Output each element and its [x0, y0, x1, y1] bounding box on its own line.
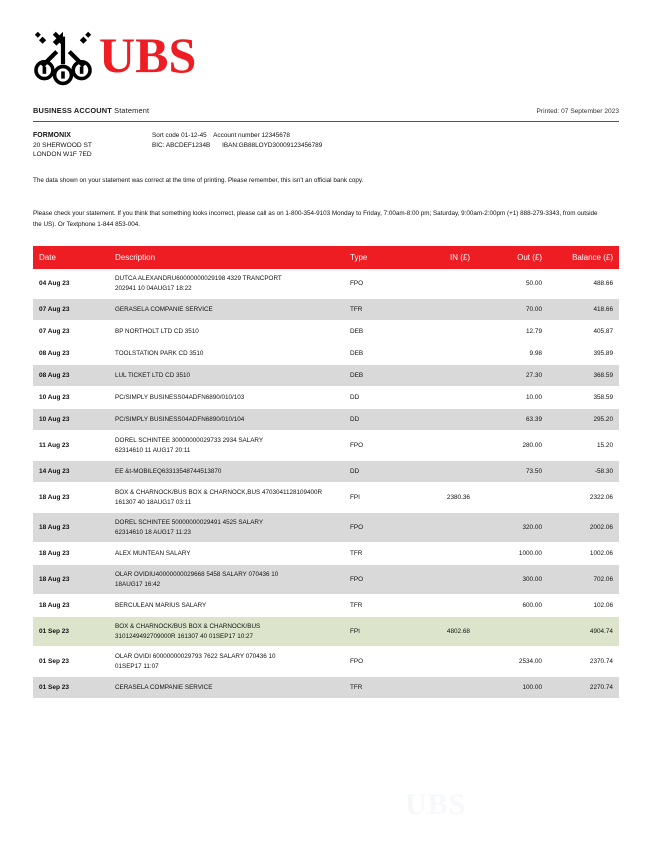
- page-watermark: [405, 788, 620, 836]
- table-row: [33, 321, 619, 343]
- cell-in: [404, 468, 476, 476]
- description-line-1: TOOLSTATION PARK CD 3510: [115, 349, 204, 357]
- iban-label: IBAN:: [222, 141, 239, 149]
- cell-description: [109, 345, 344, 363]
- description-line-1: BP NORTHOLT LTD CD 3510: [115, 327, 199, 335]
- printed-date: Printed: 07 September 2023: [536, 108, 619, 115]
- page-title: [33, 106, 149, 115]
- description-line-2: 3101249492709000R 161307 40 01SEP17 10:27: [115, 632, 253, 640]
- account-identifiers: [152, 131, 492, 150]
- table-row: [33, 543, 619, 565]
- cell-description: [109, 367, 344, 385]
- statement-word: Statement: [111, 106, 150, 115]
- cell-description: [109, 566, 344, 593]
- cell-out: 12.79: [526, 328, 542, 335]
- table-header-row: [33, 246, 619, 269]
- cell-out: 50.00: [526, 280, 542, 287]
- sort-code-value: 01-12-45: [181, 132, 207, 139]
- table-row: [33, 431, 619, 461]
- cell-in: [404, 306, 476, 314]
- statement-title-row: [33, 106, 619, 115]
- cell-in: [404, 550, 476, 558]
- account-number-label: Account number: [213, 132, 260, 139]
- sort-code-line: [152, 131, 492, 141]
- table-row: [33, 387, 619, 409]
- column-header-in: IN (£): [450, 253, 470, 262]
- cell-date: 07 Aug 23: [39, 306, 70, 313]
- cell-description: [109, 411, 344, 429]
- cell-description: [109, 463, 344, 481]
- iban-value: GB88LOYD30009123456789: [238, 141, 323, 149]
- cell-balance: 2270.74: [589, 684, 613, 691]
- cell-date: 18 Aug 23: [39, 602, 70, 609]
- description-line-2: 62314610 18 AUG17 11:23: [115, 528, 191, 536]
- description-line-1: ALEX MUNTEAN SALARY: [115, 549, 191, 557]
- cell-date: 08 Aug 23: [39, 372, 70, 379]
- cell-out: 600.00: [522, 602, 542, 609]
- address-line-2: LONDON W1F 7ED: [33, 151, 92, 159]
- table-row: [33, 483, 619, 513]
- sort-code-label: Sort code: [152, 132, 180, 139]
- cell-description: [109, 484, 344, 511]
- cell-description: [109, 432, 344, 459]
- description-line-1: PC/SIMPLY BUSINESS04ADFN6890/010/104: [115, 415, 245, 423]
- table-body: [33, 269, 619, 699]
- description-line-1: OLAR OVIDI 60000000029793 7622 SALARY 070436 10: [115, 653, 276, 660]
- table-row: [33, 513, 619, 543]
- cell-balance: 405.87: [593, 328, 613, 335]
- contact-notice: Please check your statement. If you think that something looks incorrect, please call as on 1-800-354-9103 Monday to Friday, 7:00am-8:00 pm; Saturday, 9:00am-2:00pm (+1) 888-279-3343, from outside the US). Or Textphone 1-844 853-004.: [33, 210, 598, 228]
- table-row: [33, 565, 619, 595]
- cell-type: FPO: [350, 524, 364, 531]
- cell-type: FPO: [350, 442, 364, 449]
- description-line-1: OLAR OVIDIU40000000029668 5458 SALARY 070436 10: [115, 571, 279, 578]
- description-line-2: 62314610 11 AUG17 20:11: [115, 446, 191, 454]
- cell-in: [404, 328, 476, 336]
- cell-description: [109, 514, 344, 541]
- cell-type: FPI: [350, 628, 360, 635]
- description-line-1: PC/SIMPLY BUSINESS04ADFN6890/010/103: [115, 393, 245, 401]
- cell-in: 2380.36: [446, 494, 470, 501]
- cell-in: [404, 394, 476, 402]
- cell-in: [404, 684, 476, 692]
- cell-type: DEB: [350, 372, 364, 379]
- table-row: [33, 269, 619, 299]
- column-header-description: Description: [115, 253, 156, 262]
- description-line-2: 18AUG17 16:42: [115, 580, 161, 588]
- brand-logo: [33, 26, 196, 88]
- cell-balance: 488.66: [593, 280, 613, 287]
- description-line-1: DUTCA ALEXANDRU60000000029198 4329 TRANCPORT: [115, 275, 282, 282]
- cell-balance: 4904.74: [589, 628, 613, 635]
- cell-date: 18 Aug 23: [39, 494, 70, 501]
- description-line-1: DOREL SCHINTEE 30000000029733 2934 SALARY: [115, 437, 264, 444]
- cell-balance: 418.66: [593, 306, 613, 313]
- cell-out: 27.30: [526, 372, 542, 379]
- cell-out: 1000.00: [518, 550, 542, 557]
- description-line-2: 01SEP17 11:07: [115, 662, 159, 670]
- cell-balance: 295.20: [593, 416, 613, 423]
- cell-type: TFR: [350, 550, 363, 557]
- cell-balance: 2002.06: [589, 524, 613, 531]
- cell-type: DD: [350, 394, 360, 401]
- table-row: [33, 647, 619, 677]
- cell-in: [404, 442, 476, 450]
- cell-out: 73.50: [526, 468, 542, 475]
- cell-description: [109, 618, 344, 645]
- cell-type: TFR: [350, 306, 363, 313]
- table-row: [33, 617, 619, 647]
- description-line-1: DOREL SCHINTEE 50000000029491 4525 SALARY: [115, 519, 264, 526]
- cell-description: [109, 545, 344, 563]
- table-row: [33, 595, 619, 617]
- cell-type: DEB: [350, 350, 364, 357]
- column-header-date: Date: [39, 253, 56, 262]
- cell-balance: 702.06: [593, 576, 613, 583]
- ubs-three-keys-icon: [33, 28, 93, 86]
- cell-in: [404, 416, 476, 424]
- cell-out: 300.00: [522, 576, 542, 583]
- cell-date: 08 Aug 23: [39, 350, 70, 357]
- cell-balance: 15.20: [597, 442, 613, 449]
- cell-date: 07 Aug 23: [39, 328, 70, 335]
- cell-description: [109, 301, 344, 319]
- cell-balance: 368.59: [593, 372, 613, 379]
- cell-type: DEB: [350, 328, 364, 335]
- table-row: [33, 409, 619, 431]
- cell-in: [404, 658, 476, 666]
- cell-out: 9.98: [529, 350, 542, 357]
- account-holder-name: FORMONIX: [33, 132, 71, 139]
- cell-balance: 358.59: [593, 394, 613, 401]
- cell-balance: 1002.06: [589, 550, 613, 557]
- cell-type: TFR: [350, 684, 363, 691]
- transactions-table: [33, 246, 619, 699]
- header-divider: [33, 121, 619, 122]
- cell-date: 18 Aug 23: [39, 576, 70, 583]
- bic-label: BIC:: [152, 141, 165, 149]
- cell-in: 4802.68: [446, 628, 470, 635]
- brand-wordmark: UBS: [99, 27, 197, 83]
- cell-balance: 2322.06: [589, 494, 613, 501]
- cell-description: [109, 597, 344, 615]
- table-row: [33, 343, 619, 365]
- cell-out: 320.00: [522, 524, 542, 531]
- column-header-out: Out (£): [517, 253, 542, 262]
- cell-type: FPO: [350, 280, 364, 287]
- description-line-1: BERCULEAN MARIUS SALARY: [115, 601, 207, 609]
- table-row: [33, 365, 619, 387]
- cell-type: TFR: [350, 602, 363, 609]
- cell-date: 10 Aug 23: [39, 416, 70, 423]
- cell-in: [404, 602, 476, 610]
- cell-description: [109, 389, 344, 407]
- cell-date: 18 Aug 23: [39, 550, 70, 557]
- cell-type: DD: [350, 468, 360, 475]
- cell-in: [404, 350, 476, 358]
- cell-in: [404, 372, 476, 380]
- table-row: [33, 299, 619, 321]
- bic-value: ABCDEF1234B: [165, 141, 211, 149]
- cell-balance: 102.06: [593, 602, 613, 609]
- description-line-2: 161307 40 18AUG17 03:11: [115, 498, 192, 506]
- address-line-1: 20 SHERWOOD ST: [33, 141, 92, 149]
- cell-date: 18 Aug 23: [39, 524, 70, 531]
- cell-out: 2534.00: [518, 658, 542, 665]
- cell-out: 280.00: [522, 442, 542, 449]
- cell-balance: -58.30: [594, 468, 613, 475]
- table-row: [33, 677, 619, 699]
- cell-description: [109, 679, 344, 697]
- cell-out: [476, 494, 548, 502]
- description-line-1: BOX & CHARNOCK/BUS BOX & CHARNOCK/BUS: [115, 623, 261, 630]
- cell-date: 01 Sep 23: [39, 628, 69, 635]
- cell-date: 04 Aug 23: [39, 280, 70, 287]
- cell-out: [476, 628, 548, 636]
- description-line-1: CERASELA COMPANIE SERVICE: [115, 683, 213, 691]
- cell-out: 100.00: [522, 684, 542, 691]
- description-line-1: EE &t-MOBILEQ63313548744513870: [115, 467, 222, 475]
- cell-out: 10.00: [526, 394, 542, 401]
- cell-in: [404, 280, 476, 288]
- account-holder-address: [33, 131, 153, 160]
- cell-balance: 395.89: [593, 350, 613, 357]
- bic-iban-line: [152, 141, 492, 151]
- table-row: [33, 461, 619, 483]
- cell-date: 01 Sep 23: [39, 658, 69, 665]
- description-line-1: GERASELA COMPANIE SERVICE: [115, 305, 213, 313]
- account-number-value: 12345678: [261, 132, 290, 139]
- cell-out: 70.00: [526, 306, 542, 313]
- cell-date: 14 Aug 23: [39, 468, 70, 475]
- cell-description: [109, 648, 344, 675]
- cell-type: FPO: [350, 576, 364, 583]
- cell-in: [404, 524, 476, 532]
- cell-balance: 2370.74: [589, 658, 613, 665]
- cell-date: 01 Sep 23: [39, 684, 69, 691]
- column-header-balance: Balance (£): [572, 253, 613, 262]
- cell-in: [404, 576, 476, 584]
- cell-description: [109, 270, 344, 297]
- description-line-1: LUL TICKET LTD CD 3510: [115, 371, 191, 379]
- cell-date: 10 Aug 23: [39, 394, 70, 401]
- cell-type: FPI: [350, 494, 360, 501]
- description-line-2: 202941 10 04AUG17 18:22: [115, 284, 192, 292]
- description-line-1: BOX & CHARNOCK/BUS BOX & CHARNOCK,BUS 4703041128109400R: [115, 489, 323, 496]
- cell-type: FPO: [350, 658, 364, 665]
- column-header-type: Type: [350, 253, 368, 262]
- printing-disclaimer: The data shown on your statement was correct at the time of printing. Please remember, this isn't an official bank copy.: [33, 177, 364, 184]
- cell-description: [109, 323, 344, 341]
- cell-out: 63.39: [526, 416, 542, 423]
- statement-type: BUSINESS ACCOUNT: [33, 106, 112, 115]
- cell-date: 11 Aug 23: [39, 442, 70, 449]
- cell-type: DD: [350, 416, 360, 423]
